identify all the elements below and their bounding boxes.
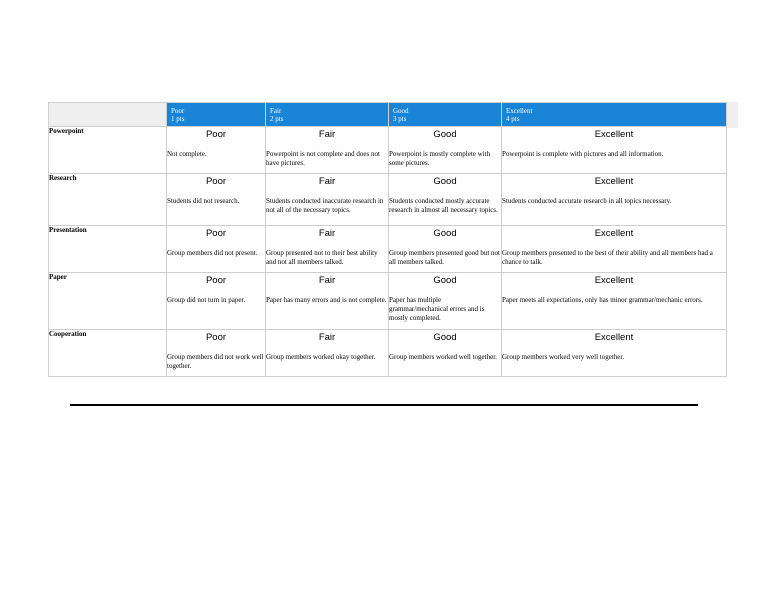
cell-level: Excellent [594, 129, 634, 140]
cell-level: Poor [205, 176, 227, 187]
cell-description: Group members presented good but not all members talked. [389, 249, 501, 266]
cell-level: Good [433, 176, 457, 187]
rubric-cell [502, 330, 727, 377]
criterion-label: Paper [49, 273, 167, 330]
rubric-cell [389, 226, 502, 273]
cell-description: Students conducted inaccurate research in not all of the necessary topics. [266, 197, 384, 214]
cell-description: Group members worked okay together. [266, 353, 376, 361]
cell-level: Excellent [594, 275, 634, 286]
cell-description: Group members presented to the best of their ability and all members had a chance to talk. [502, 249, 713, 266]
table-row [49, 273, 727, 330]
cell-description: Powerpoint is not complete and does not have pictures. [266, 150, 380, 167]
cell-description: Group members did not present. [167, 249, 258, 257]
criterion-label: Cooperation [49, 330, 167, 377]
cell-description: Powerpoint is complete with pictures and all information. [502, 150, 664, 158]
cell-level: Fair [318, 228, 336, 239]
cell-description: Not complete. [167, 150, 207, 158]
table-row [49, 330, 727, 377]
header-stub [726, 102, 738, 128]
header-corner [49, 103, 167, 127]
rubric-cell [167, 330, 266, 377]
rubric-cell [502, 127, 727, 174]
table-row [49, 174, 727, 226]
header-row [49, 103, 727, 127]
cell-level: Excellent [594, 176, 634, 187]
cell-level: Excellent [594, 228, 634, 239]
rubric-cell [389, 330, 502, 377]
cell-description: Paper has multiple grammar/mechanical errors and is mostly completed. [389, 296, 485, 322]
cell-description: Students conducted accurate research in all topics necessary. [502, 197, 672, 205]
rubric-cell [502, 174, 727, 226]
cell-description: Students conducted mostly accurate research in almost all necessary topics. [389, 197, 498, 214]
cell-level: Good [433, 228, 457, 239]
rubric-cell [167, 273, 266, 330]
rubric-cell [389, 127, 502, 174]
cell-description: Group members worked well together. [389, 353, 497, 361]
cell-level: Poor [205, 332, 227, 343]
criterion-label: Powerpoint [49, 127, 167, 174]
cell-description: Group presented not to their best ability and not all members talked. [266, 249, 378, 266]
cell-description: Group members worked very well together. [502, 353, 625, 361]
header-col-excellent: Excellent 4 pts [502, 103, 727, 127]
rubric-cell [389, 174, 502, 226]
cell-level: Good [433, 275, 457, 286]
cell-level: Fair [318, 129, 336, 140]
cell-description: Group did not turn in paper. [167, 296, 246, 304]
cell-description: Students did not research. [167, 197, 240, 205]
rubric-cell [502, 226, 727, 273]
cell-level: Excellent [594, 332, 634, 343]
cell-level: Good [433, 129, 457, 140]
cell-description: Paper has many errors and is not complete. [266, 296, 387, 304]
rubric-cell [167, 127, 266, 174]
cell-description: Group members did not work well together. [167, 353, 264, 370]
rubric-table [48, 102, 727, 377]
rubric-cell [266, 226, 389, 273]
criterion-label: Presentation [49, 226, 167, 273]
rubric-cell [502, 273, 727, 330]
cell-level: Fair [318, 332, 336, 343]
rubric-cell [266, 273, 389, 330]
header-col-good: Good 3 pts [389, 103, 502, 127]
table-row [49, 226, 727, 273]
table-row [49, 127, 727, 174]
rubric-cell [266, 127, 389, 174]
cell-level: Poor [205, 129, 227, 140]
rubric-cell [266, 330, 389, 377]
horizontal-rule [70, 404, 698, 406]
cell-level: Good [433, 332, 457, 343]
rubric-cell [167, 174, 266, 226]
rubric-cell [389, 273, 502, 330]
header-col-fair: Fair 2 pts [266, 103, 389, 127]
cell-description: Paper meets all expectations, only has minor grammar/mechanic errors. [502, 296, 703, 304]
rubric-cell [266, 174, 389, 226]
cell-level: Poor [205, 275, 227, 286]
rubric-cell [167, 226, 266, 273]
cell-description: Powerpoint is mostly complete with some pictures. [389, 150, 491, 167]
cell-level: Fair [318, 176, 336, 187]
cell-level: Poor [205, 228, 227, 239]
criterion-label: Research [49, 174, 167, 226]
cell-level: Fair [318, 275, 336, 286]
header-col-poor: Poor 1 pts [167, 103, 266, 127]
